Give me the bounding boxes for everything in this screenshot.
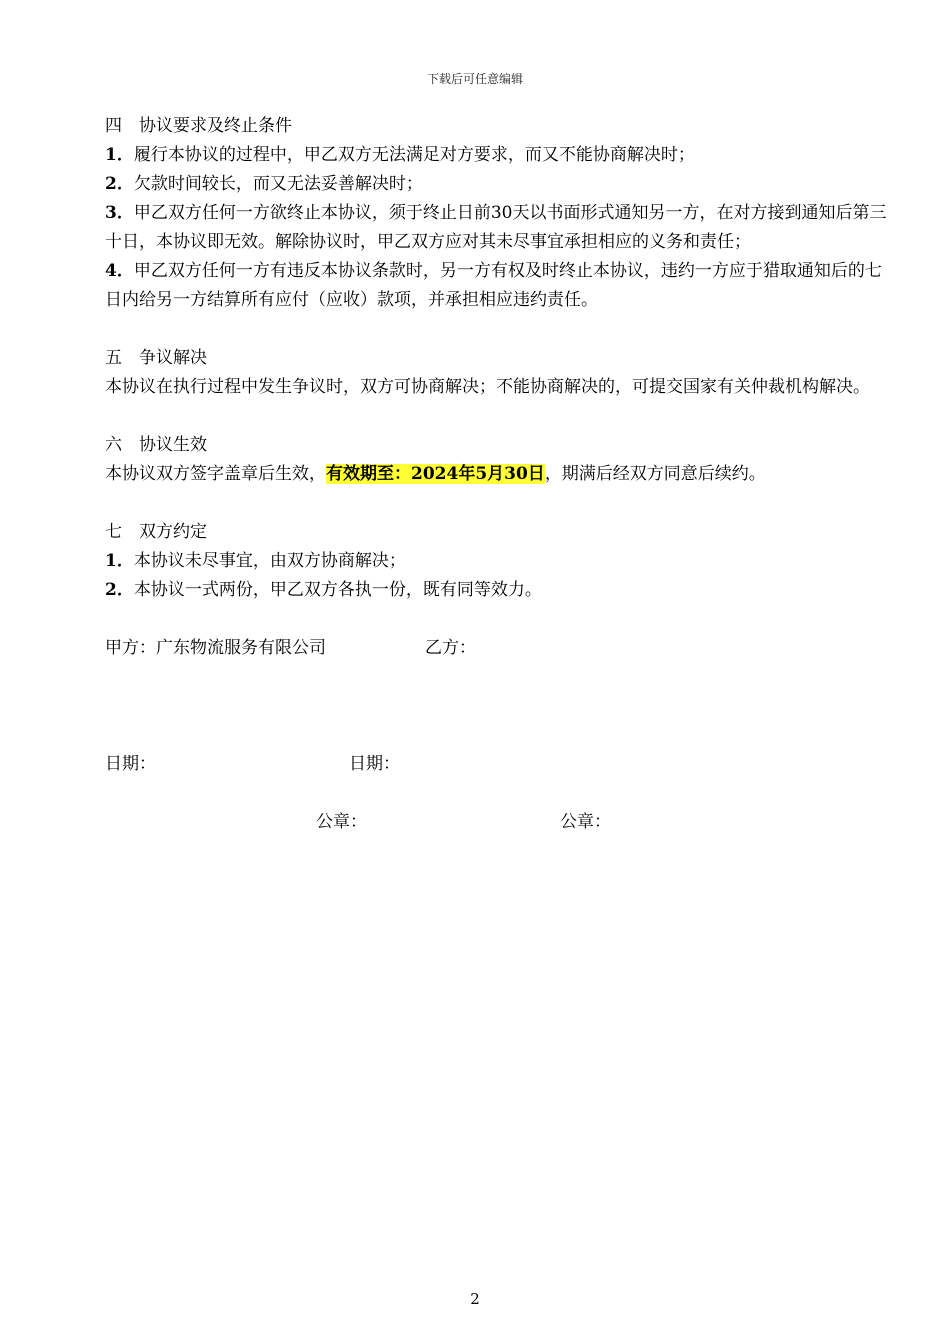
- spacer: [105, 605, 895, 634]
- section-6-text: [105, 460, 895, 489]
- item-text: 本协议未尽事宜，由双方协商解决；: [133, 551, 406, 571]
- item-text: 甲乙双方任何一方有违反本协议条款时，另一方有权及时终止本协议，违约一方应于猎取通知后的七日内给另一方结算所有应付（应收）款项，并承担相应违约责任。: [105, 261, 882, 310]
- effective-text-before: 本协议双方签字盖章后生效，: [105, 464, 326, 484]
- section-4-heading: 四 协议要求及终止条件: [105, 116, 292, 136]
- section-4-item-4: [105, 257, 895, 315]
- signature-seals-row: [105, 808, 895, 837]
- effective-text-after: ，期满后经双方同意后续约。: [544, 464, 766, 484]
- party-b-label: 乙方：: [425, 638, 476, 658]
- page-number: 2: [470, 1290, 480, 1308]
- item-number: 3．: [105, 203, 134, 223]
- signature-dates-row: [105, 750, 895, 779]
- spacer: [105, 315, 895, 344]
- spacer: [105, 489, 895, 518]
- section-6-heading: 六 协议生效: [105, 435, 207, 455]
- validity-highlight: 有效期至：2024年5月30日: [326, 464, 545, 484]
- item-number: 2．: [105, 580, 134, 600]
- item-number: 1．: [105, 145, 134, 165]
- seal-b-label: 公章：: [560, 812, 611, 832]
- section-4-item-3: [105, 199, 895, 257]
- section-5-heading: 五 争议解决: [105, 348, 207, 368]
- header-note: 下载后可任意编辑: [426, 72, 523, 86]
- spacer: [105, 779, 895, 808]
- spacer: [105, 663, 895, 750]
- date-a-label: 日期：: [105, 754, 156, 774]
- section-4-item-2: [105, 170, 895, 199]
- signature-parties-row: [105, 634, 895, 663]
- section-4-item-1: [105, 141, 895, 170]
- item-number: 1．: [105, 551, 134, 571]
- item-number: 4．: [105, 261, 134, 281]
- section-7-item-1: [105, 547, 895, 576]
- section-7-heading: 七 双方约定: [105, 522, 207, 542]
- document-body: [105, 112, 895, 837]
- item-text: 欠款时间较长，而又无法妥善解决时；: [133, 174, 423, 194]
- item-text: 甲乙双方任何一方欲终止本协议，须于终止日前30天以书面形式通知另一方，在对方接到通知后第三十日，本协议即无效。解除协议时，甲乙双方应对其未尽事宜承担相应的义务和责任；: [105, 203, 887, 252]
- spacer: [105, 402, 895, 431]
- party-a-label: 甲方：广东物流服务有限公司: [105, 638, 326, 658]
- section-7-item-2: [105, 576, 895, 605]
- date-b-label: 日期：: [349, 754, 400, 774]
- item-text: 履行本协议的过程中，甲乙双方无法满足对方要求，而又不能协商解决时；: [133, 145, 695, 165]
- item-text: 本协议一式两份，甲乙双方各执一份，既有同等效力。: [133, 580, 542, 600]
- section-5-text: 本协议在执行过程中发生争议时，双方可协商解决；不能协商解决的，可提交国家有关仲裁机构解决。: [105, 377, 870, 397]
- seal-a-label: 公章：: [316, 812, 367, 832]
- item-number: 2．: [105, 174, 134, 194]
